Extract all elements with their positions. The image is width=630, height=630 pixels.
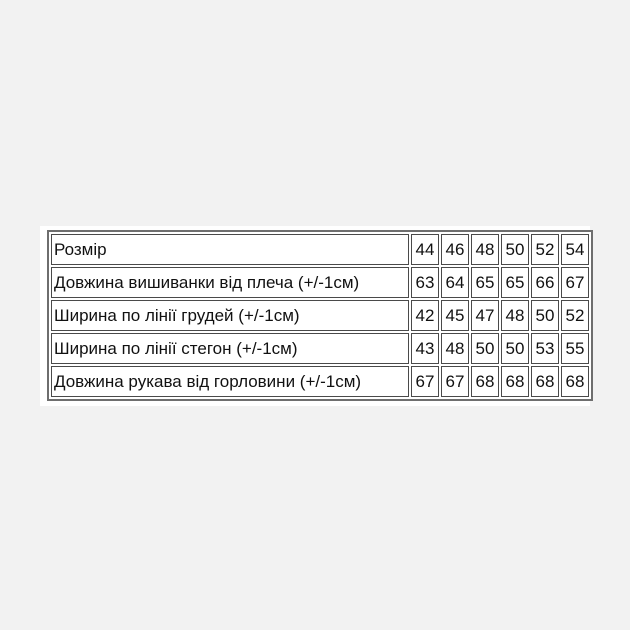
- table-cell: 50: [531, 300, 559, 331]
- table-cell: 67: [561, 267, 589, 298]
- table-row-length-from-shoulder: [51, 267, 589, 298]
- table-cell: 65: [501, 267, 529, 298]
- table-cell: 43: [411, 333, 439, 364]
- table-cell: 53: [531, 333, 559, 364]
- table-cell: 66: [531, 267, 559, 298]
- row-label: Ширина по лінії стегон (+/-1см): [51, 333, 409, 364]
- table-cell: 50: [471, 333, 499, 364]
- table-cell: 50: [501, 234, 529, 265]
- row-label: Довжина вишиванки від плеча (+/-1см): [51, 267, 409, 298]
- table-cell: 44: [411, 234, 439, 265]
- table-row-sleeve-length: [51, 366, 589, 397]
- row-label: Довжина рукава від горловини (+/-1см): [51, 366, 409, 397]
- table-row-size: [51, 234, 589, 265]
- table-cell: 52: [561, 300, 589, 331]
- table-cell: 48: [441, 333, 469, 364]
- table-cell: 67: [441, 366, 469, 397]
- table-cell: 68: [501, 366, 529, 397]
- table-cell: 68: [531, 366, 559, 397]
- row-label: Розмір: [51, 234, 409, 265]
- table-cell: 68: [471, 366, 499, 397]
- table-row-hip-width: [51, 333, 589, 364]
- table-cell: 42: [411, 300, 439, 331]
- size-chart-table: [47, 230, 593, 401]
- table-cell: 64: [441, 267, 469, 298]
- table-cell: 48: [471, 234, 499, 265]
- table-cell: 48: [501, 300, 529, 331]
- table-cell: 65: [471, 267, 499, 298]
- table-cell: 54: [561, 234, 589, 265]
- table-cell: 52: [531, 234, 559, 265]
- table-cell: 67: [411, 366, 439, 397]
- table-cell: 45: [441, 300, 469, 331]
- table-cell: 47: [471, 300, 499, 331]
- table-cell: 50: [501, 333, 529, 364]
- table-cell: 68: [561, 366, 589, 397]
- table-cell: 55: [561, 333, 589, 364]
- row-label: Ширина по лінії грудей (+/-1см): [51, 300, 409, 331]
- table-cell: 63: [411, 267, 439, 298]
- table-row-chest-width: [51, 300, 589, 331]
- table-cell: 46: [441, 234, 469, 265]
